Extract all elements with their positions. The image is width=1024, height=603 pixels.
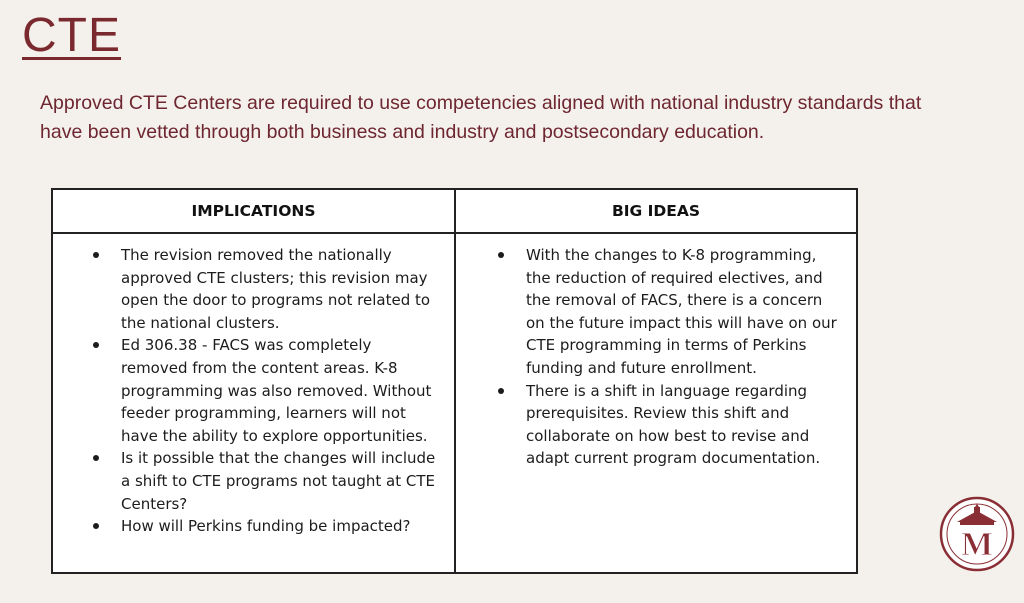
bullet-icon [93, 523, 99, 529]
school-seal-logo-icon [939, 496, 1015, 572]
implications-cell [53, 234, 456, 572]
big-ideas-header: BIG IDEAS [456, 190, 856, 234]
list-item-text: With the changes to K-8 programming, the reduction of required electives, and the removal of FACS, there is a concern on the future impact this will have on our CTE programming in terms of Perkins funding and future enrollment. [526, 246, 837, 377]
list-item [456, 244, 842, 380]
list-item-text: The revision removed the nationally approved CTE clusters; this revision may open the door to programs not related to the national clusters. [121, 246, 431, 332]
implications-big-ideas-table [51, 188, 858, 574]
bullet-icon [93, 252, 99, 258]
implications-header: IMPLICATIONS [53, 190, 456, 234]
implications-list [53, 244, 440, 538]
bullet-icon [498, 252, 504, 258]
list-item-text: Ed 306.38 - FACS was completely removed from the content areas. K-8 programming was also removed. Without feeder programming, learners will not have the ability to explore opportunities. [121, 336, 432, 445]
bullet-icon [93, 342, 99, 348]
list-item-text: There is a shift in language regarding prerequisites. Review this shift and collaborate on how best to revise and adapt current program documentation. [526, 381, 821, 468]
intro-paragraph: Approved CTE Centers are required to use competencies aligned with national industry standards that have been vetted through both business and industry and postsecondary education. [40, 92, 922, 143]
bullet-icon [498, 388, 504, 394]
bullet-icon [93, 455, 99, 461]
list-item [53, 515, 440, 538]
list-item-text: Is it possible that the changes will include a shift to CTE programs not taught at CTE Centers? [121, 449, 436, 513]
big-ideas-cell [456, 234, 856, 572]
slide-title: CTE [22, 9, 121, 62]
big-ideas-list [456, 244, 842, 470]
logo-letter: M [960, 526, 994, 563]
list-item [53, 447, 440, 515]
list-item-text: How will Perkins funding be impacted? [121, 517, 411, 536]
list-item [53, 334, 440, 447]
list-item [53, 244, 440, 334]
list-item [456, 380, 842, 470]
